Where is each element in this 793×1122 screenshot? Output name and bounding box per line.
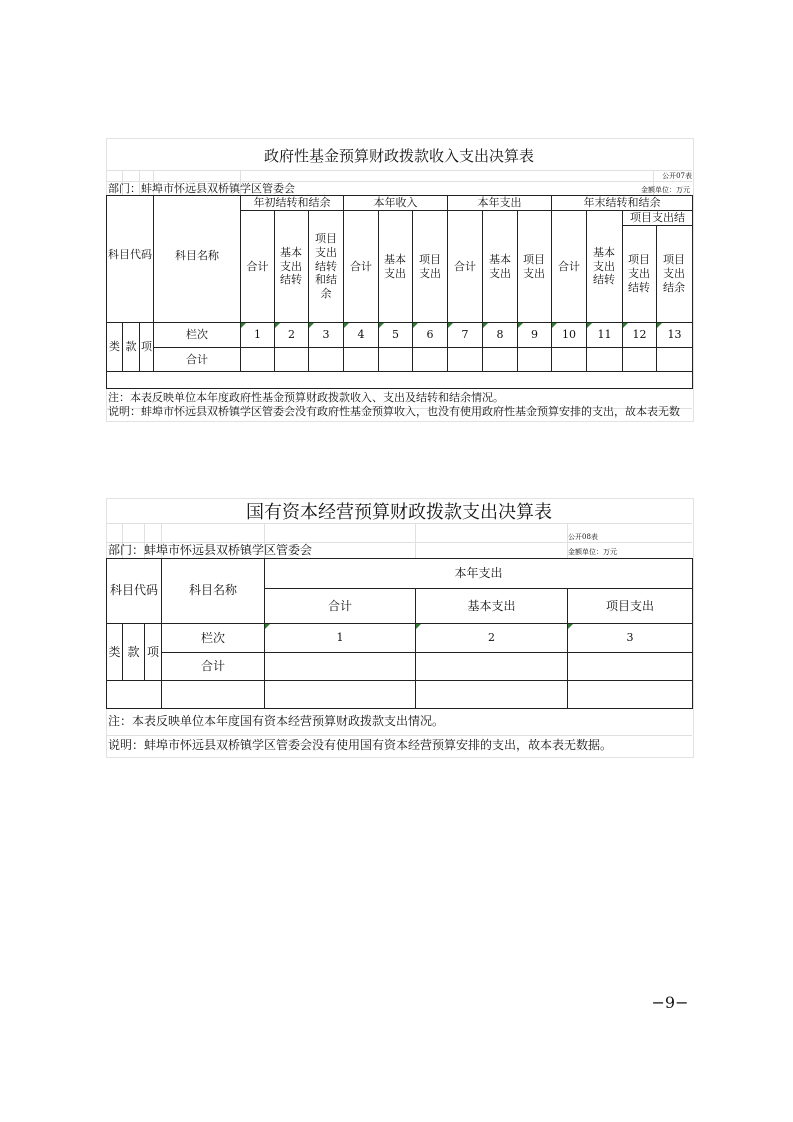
column-header: 合计 — [327, 598, 352, 613]
column-header: 基本支出 — [489, 252, 511, 280]
cell-marker — [265, 624, 270, 629]
column-header: 基本支出结转 — [593, 245, 615, 287]
column-header: 合计 — [454, 259, 476, 273]
row-lanci-label: 栏次 — [200, 630, 225, 645]
group-header: 本年支出 — [477, 196, 522, 210]
column-header: 项目支出结余 — [663, 253, 685, 294]
table1-code: 公开07表 — [662, 172, 692, 181]
column-header: 项目支出结转 — [628, 253, 650, 294]
column-number: 13 — [667, 328, 682, 342]
sub-header-kuan: 款 — [125, 340, 137, 354]
table1-title: 政府性基金预算财政拨款收入支出决算表 — [263, 146, 534, 165]
rule — [656, 225, 657, 371]
table1-unit: 金额单位：万元 — [641, 185, 690, 194]
column-number: 8 — [496, 328, 504, 342]
col-name-header: 科目名称 — [188, 582, 237, 597]
column-number: 1 — [336, 631, 344, 645]
rule — [692, 195, 693, 388]
column-number: 11 — [597, 328, 612, 342]
column-header: 基本支出 — [467, 598, 516, 613]
rule — [106, 680, 693, 681]
group-header: 年初结转和结余 — [253, 196, 331, 210]
col-code-header: 科目代码 — [109, 582, 158, 597]
cell-marker — [275, 323, 280, 328]
column-number: 10 — [562, 328, 576, 342]
column-header: 合计 — [246, 259, 269, 273]
cell-marker — [657, 323, 662, 328]
cell-marker — [309, 323, 314, 328]
col-code-header: 科目代码 — [108, 248, 152, 262]
column-header: 项目支出 — [419, 252, 441, 280]
row-total-label: 合计 — [200, 659, 225, 673]
table2-explanation: 说明：蚌埠市怀远县双桥镇学区管委会没有使用国有资本经营预算安排的支出，故本表无数据。 — [108, 737, 613, 752]
column-number: 5 — [392, 328, 399, 342]
grid-line — [106, 170, 692, 171]
page-number: −9− — [651, 993, 689, 1012]
cell-marker — [623, 323, 628, 328]
row-total-label: 合计 — [186, 352, 208, 366]
table2-unit: 金额单位：万元 — [568, 547, 617, 556]
column-number: 7 — [461, 328, 469, 342]
grid-line — [415, 523, 416, 558]
column-header: 基本支出结转 — [280, 245, 302, 287]
column-number: 4 — [357, 328, 365, 342]
rule — [106, 708, 693, 709]
table2-note: 注：本表反映单位本年度国有资本经营预算财政拨款支出情况。 — [108, 713, 445, 728]
cell-marker — [379, 323, 384, 328]
column-header: 项目支出 — [523, 252, 545, 280]
table1-explanation: 说明：蚌埠市怀远县双桥镇学区管委会没有政府性基金预算收入，也没有使用政府性基金预算安排的支出，故本表无数 — [108, 405, 680, 419]
column-header: 基本支出 — [384, 252, 406, 280]
column-header: 合计 — [558, 259, 580, 273]
column-number: 2 — [288, 328, 295, 342]
column-number: 3 — [322, 328, 330, 342]
cell-marker — [587, 323, 592, 328]
sub-header-lei: 类 — [108, 644, 121, 659]
column-number: 3 — [626, 631, 634, 645]
cell-marker — [241, 323, 246, 328]
sub-header-xiang: 项 — [141, 340, 152, 354]
cell-marker — [413, 323, 418, 328]
cell-marker — [483, 323, 488, 328]
table1-note: 注：本表反映单位本年度政府性基金预算财政拨款收入、支出及结转和结余情况。 — [108, 390, 504, 404]
sub-header-xiang: 项 — [146, 644, 159, 659]
column-header: 项目支出结转和结余 — [315, 232, 337, 301]
row-lanci-label: 栏次 — [186, 328, 208, 342]
table2-code: 公开08表 — [568, 532, 598, 541]
subgroup-header: 项目支出结 — [630, 211, 685, 225]
table1-dept: 部门：蚌埠市怀远县双桥镇学区管委会 — [108, 181, 295, 195]
sub-header-kuan: 款 — [127, 644, 140, 659]
column-number: 12 — [632, 328, 647, 342]
sub-header-lei: 类 — [109, 340, 120, 354]
table2-dept: 部门：蚌埠市怀远县双桥镇学区管委会 — [108, 543, 313, 557]
group-header: 本年收入 — [373, 196, 418, 210]
cell-marker — [344, 323, 349, 328]
column-number: 6 — [426, 328, 434, 342]
rule — [692, 558, 693, 708]
table2-title: 国有资本经营预算财政拨款支出决算表 — [246, 501, 552, 523]
group-header: 本年支出 — [454, 566, 503, 580]
cell-marker — [416, 624, 421, 629]
cell-marker — [448, 323, 453, 328]
cell-marker — [568, 624, 573, 629]
group-header: 年末结转和结余 — [583, 196, 661, 210]
column-header: 合计 — [350, 259, 372, 273]
column-number: 9 — [531, 328, 538, 342]
column-number: 2 — [488, 631, 495, 645]
column-header: 项目支出 — [605, 598, 654, 613]
column-number: 1 — [254, 328, 261, 342]
rule — [106, 371, 693, 372]
cell-marker — [552, 323, 557, 328]
col-name-header: 科目名称 — [175, 249, 219, 263]
cell-marker — [518, 323, 523, 328]
